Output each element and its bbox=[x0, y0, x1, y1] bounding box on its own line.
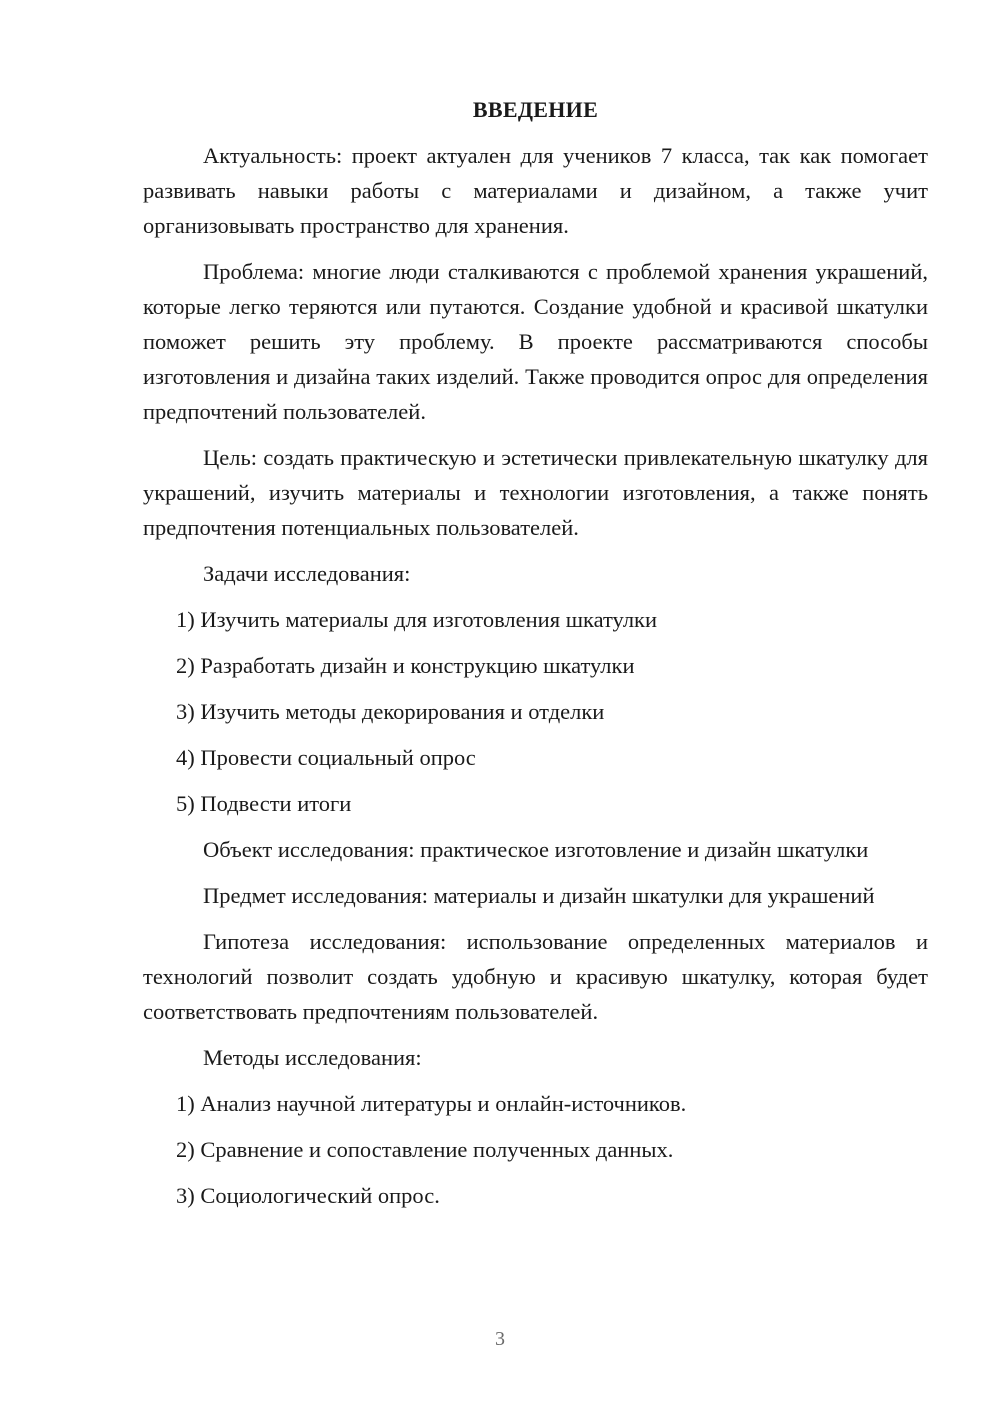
list-item: 3) Социологический опрос. bbox=[176, 1183, 440, 1208]
list-item: 1) Изучить материалы для изготовления шкатулки bbox=[176, 607, 658, 632]
list-item: 1) Анализ научной литературы и онлайн-источников. bbox=[176, 1091, 687, 1116]
paragraph-subject: Предмет исследования: материалы и дизайн шкатулки для украшений bbox=[203, 883, 875, 908]
paragraph-hypothesis: Гипотеза исследования: использование определенных материалов и технологий позволит создать удобную и красивую шкатулку, которая будет соответствовать предпочтениям пользователей. bbox=[143, 929, 928, 1024]
methods-list bbox=[143, 1086, 928, 1213]
page-title: ВВЕДЕНИЕ bbox=[472, 97, 599, 122]
paragraph-goal: Цель: создать практическую и эстетически привлекательную шкатулку для украшений, изучить материалы и технологии изготовления, а также понять предпочтения потенциальных пользователей. bbox=[143, 445, 928, 540]
list-item: 2) Разработать дизайн и конструкцию шкатулки bbox=[176, 653, 635, 678]
paragraph-problem: Проблема: многие люди сталкиваются с проблемой хранения украшений, которые легко теряются или путаются. Создание удобной и красивой шкатулки поможет решить эту проблему. В проекте рассматриваются способы изготовления и дизайна таких изделий. Также проводится опрос для определения предпочтений пользователей. bbox=[143, 259, 928, 424]
document-page bbox=[143, 92, 928, 1224]
tasks-heading: Задачи исследования: bbox=[203, 561, 411, 586]
methods-heading: Методы исследования: bbox=[203, 1045, 422, 1070]
list-item: 3) Изучить методы декорирования и отделки bbox=[176, 699, 605, 724]
paragraph-relevance: Актуальность: проект актуален для учеников 7 класса, так как помогает развивать навыки работы с материалами и дизайном, а также учит организовывать пространство для хранения. bbox=[143, 143, 928, 238]
page-number: 3 bbox=[495, 1328, 505, 1350]
paragraph-object: Объект исследования: практическое изготовление и дизайн шкатулки bbox=[203, 837, 869, 862]
list-item: 4) Провести социальный опрос bbox=[176, 745, 476, 770]
list-item: 5) Подвести итоги bbox=[176, 791, 352, 816]
tasks-list bbox=[143, 602, 928, 821]
list-item: 2) Сравнение и сопоставление полученных данных. bbox=[176, 1137, 674, 1162]
